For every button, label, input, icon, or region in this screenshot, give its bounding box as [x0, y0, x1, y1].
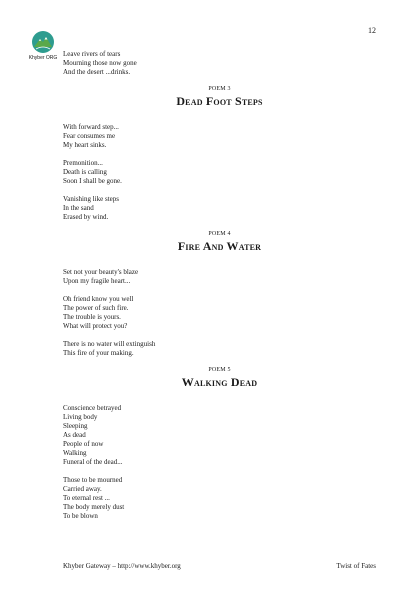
verse-line: And the desert ...drinks.	[63, 68, 131, 76]
poem-label: POEM 4	[208, 231, 231, 237]
verse-line: Oh friend know you well	[63, 295, 134, 303]
verse-line: To eternal rest ...	[63, 494, 110, 502]
page-number: 12	[368, 26, 376, 35]
verse-line: Funeral of the dead...	[63, 458, 123, 466]
verse-line: Sleeping	[63, 422, 88, 430]
verse-line: What will protect you?	[63, 322, 128, 330]
verse-line: My heart sinks.	[63, 141, 107, 149]
stanza	[63, 476, 376, 521]
verse-line: This fire of your making.	[63, 349, 134, 357]
stanza	[63, 123, 376, 150]
verse-line: Mourning those now gone	[63, 59, 137, 67]
verse-line: In the sand	[63, 204, 94, 212]
verse-line: Soon I shall be gone.	[63, 177, 122, 185]
poem-title: Fire And Water	[177, 239, 262, 253]
verse-line: With forward step...	[63, 123, 119, 131]
verse-line: The trouble is yours.	[63, 313, 121, 321]
verse-line: Set not your beauty's blaze	[63, 268, 139, 276]
poem-label: POEM 3	[208, 86, 231, 92]
footer-source: Khyber Gateway – http://www.khyber.org	[63, 562, 181, 570]
verse-line: Walking	[63, 449, 87, 457]
stanza	[63, 159, 376, 186]
verse-line: Living body	[63, 413, 98, 421]
stanza	[63, 404, 376, 467]
verse-line: Erased by wind.	[63, 213, 109, 221]
page-content	[63, 50, 376, 530]
verse-line: People of now	[63, 440, 104, 448]
stanza	[63, 340, 376, 358]
poem-title: Dead Foot Steps	[176, 94, 263, 108]
verse-line: Those to be mourned	[63, 476, 123, 484]
mountain-logo-icon	[31, 30, 55, 54]
stanza	[63, 295, 376, 331]
verse-line: Death is calling	[63, 168, 107, 176]
verse-line: Fear consumes me	[63, 132, 116, 140]
verse-line: To be blown	[63, 512, 98, 520]
page-footer	[63, 562, 376, 570]
logo-text: Khyber ORG	[28, 55, 58, 61]
logo	[24, 30, 62, 61]
stanza	[63, 195, 376, 222]
verse-line: Leave rivers of tears	[63, 50, 121, 58]
intro-stanza	[63, 50, 376, 77]
verse-line: Conscience betrayed	[63, 404, 122, 412]
poem-title: Walking Dead	[181, 375, 258, 389]
stanza	[63, 268, 376, 286]
verse-line: Premonition...	[63, 159, 103, 167]
verse-line: The power of such fire.	[63, 304, 129, 312]
footer-title: Twist of Fates	[336, 562, 376, 570]
poem-label: POEM 5	[208, 367, 231, 373]
verse-line: Vanishing like steps	[63, 195, 119, 203]
verse-line: Carried away.	[63, 485, 102, 493]
verse-line: The body merely dust	[63, 503, 125, 511]
verse-line: Upon my fragile heart...	[63, 277, 131, 285]
verse-line: As dead	[63, 431, 86, 439]
verse-line: There is no water will extinguish	[63, 340, 156, 348]
